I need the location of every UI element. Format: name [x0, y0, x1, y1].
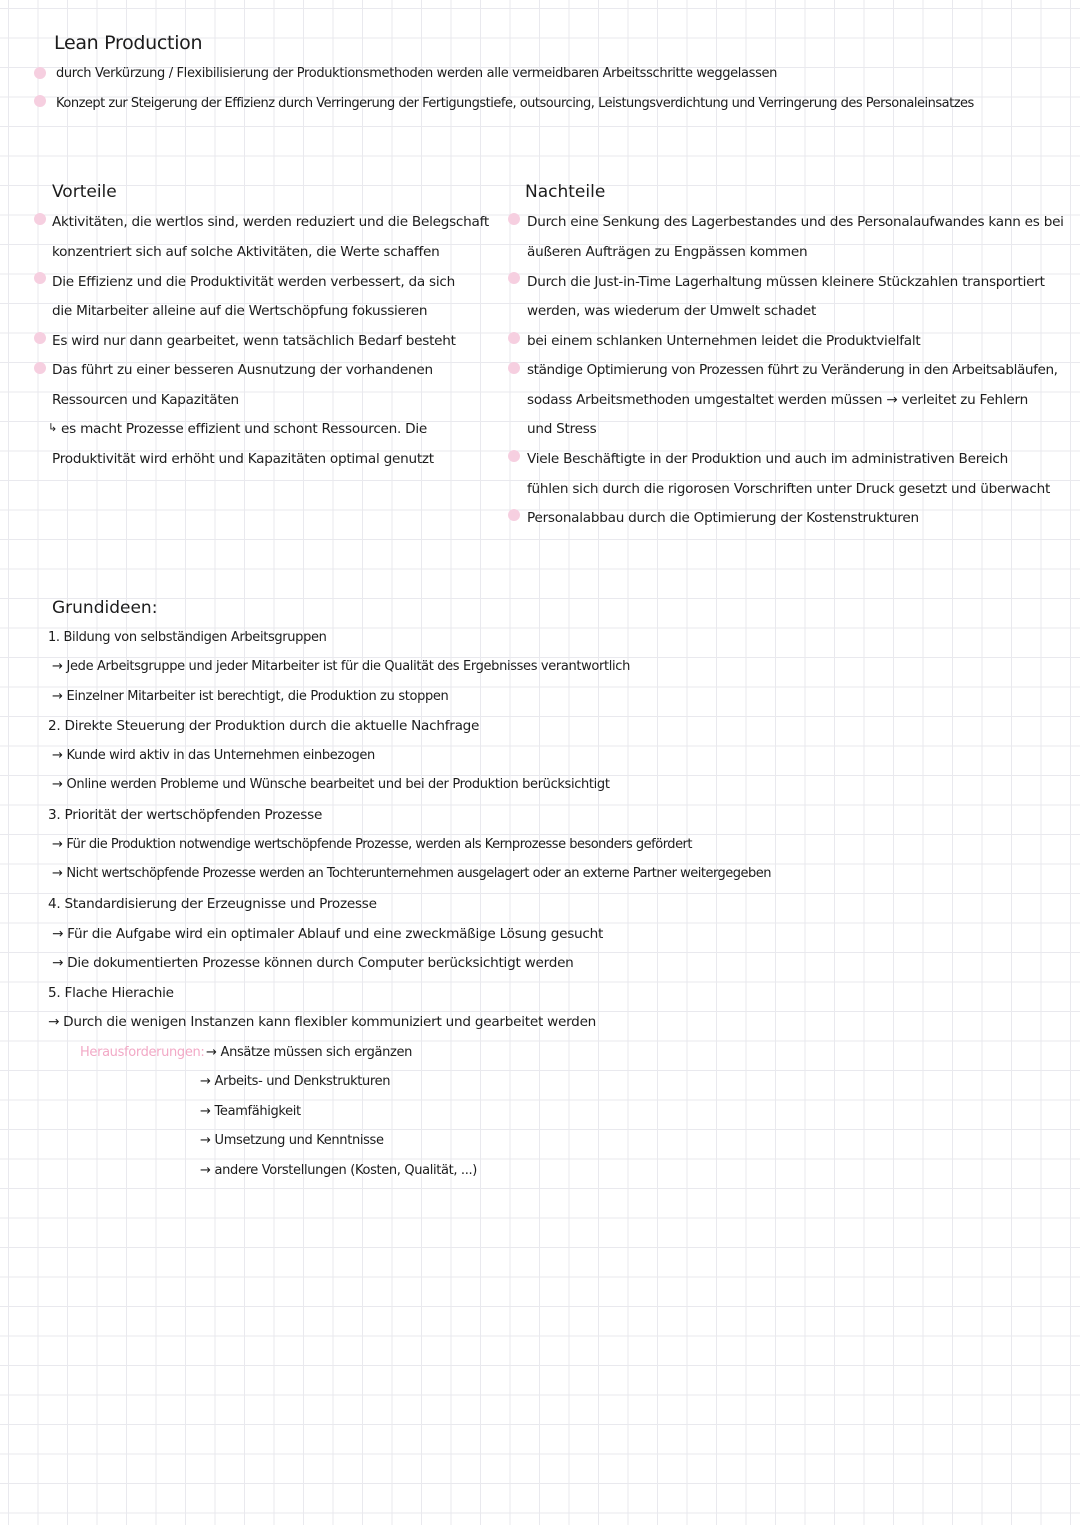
grundidee-subitem: → Für die Aufgabe wird ein optimaler Ablauf und eine zweckmäßige Lösung gesucht [52, 926, 604, 942]
vorteile-line: Produktivität wird erhöht und Kapazitäten optimal genutzt [52, 451, 434, 467]
nachteile-line: Personalabbau durch die Optimierung der Kostenstrukturen [527, 510, 919, 526]
arrow-icon: → [200, 1074, 211, 1089]
vorteile-line: Ressourcen und Kapazitäten [52, 392, 239, 408]
vorteile-line: ↳ es macht Prozesse effizient und schont Ressourcen. Die [48, 421, 428, 437]
bullet-dot [34, 362, 46, 374]
vorteile-line: konzentriert sich auf solche Aktivitäten, die Werte schaffen [52, 244, 440, 260]
intro-line-2: Konzept zur Steigerung der Effizienz durch Verringerung der Fertigungstiefe, outsourcing, Leistungsverdichtung und Verringerung des Personaleinsatzes [56, 96, 974, 111]
nachteile-line: und Stress [527, 421, 597, 437]
grundidee-subitem: → Online werden Probleme und Wünsche bearbeitet und bei der Produktion berücksichtigt [52, 777, 610, 792]
arrow-icon: → [52, 659, 63, 674]
herausforderungen-label: Herausforderungen: [80, 1045, 205, 1060]
nachteile-line: werden, was wiederum der Umwelt schadet [527, 303, 817, 319]
grundidee-subitem: → Kunde wird aktiv in das Unternehmen einbezogen [52, 748, 375, 763]
grundideen-heading: Grundideen: [52, 598, 158, 618]
grundidee-subitem: → Für die Produktion notwendige wertschöpfende Prozesse, werden als Kernprozesse besonders gefördert [52, 837, 693, 852]
hook-arrow-icon: ↳ [48, 421, 57, 434]
herausforderung-item: → Teamfähigkeit [200, 1104, 301, 1119]
page-title: Lean Production [54, 32, 203, 54]
arrow-icon: → [200, 1133, 211, 1148]
arrow-icon: → [52, 689, 63, 704]
nachteile-heading: Nachteile [525, 182, 606, 202]
grundidee-item: 1. Bildung von selbständigen Arbeitsgruppen [48, 630, 327, 645]
bullet-dot [34, 67, 46, 79]
bullet-dot [508, 362, 520, 374]
vorteile-line: die Mitarbeiter alleine auf die Wertschöpfung fokussieren [52, 303, 428, 319]
bullet-dot [34, 332, 46, 344]
grundidee-item: 2. Direkte Steuerung der Produktion durch die aktuelle Nachfrage [48, 718, 480, 734]
grundidee-subitem: → Einzelner Mitarbeiter ist berechtigt, die Produktion zu stoppen [52, 689, 449, 704]
grundidee-item: 3. Priorität der wertschöpfenden Prozesse [48, 807, 323, 823]
nachteile-line: Durch eine Senkung des Lagerbestandes und des Personalaufwandes kann es bei [527, 214, 1064, 230]
vorteile-line: Die Effizienz und die Produktivität werden verbessert, da sich [52, 274, 455, 290]
grundidee-subitem: → Durch die wenigen Instanzen kann flexibler kommuniziert und gearbeitet werden [48, 1014, 597, 1030]
arrow-icon: → [52, 955, 64, 971]
herausforderung-item: → andere Vorstellungen (Kosten, Qualität, ...) [200, 1163, 477, 1178]
arrow-icon: → [52, 777, 63, 792]
herausforderung-item: → Arbeits- und Denkstrukturen [200, 1074, 391, 1089]
grundidee-item: 4. Standardisierung der Erzeugnisse und Prozesse [48, 896, 377, 912]
arrow-icon: → [52, 748, 63, 763]
grundidee-subitem: → Die dokumentierten Prozesse können durch Computer berücksichtigt werden [52, 955, 574, 971]
intro-line-1: durch Verkürzung / Flexibilisierung der Produktionsmethoden werden alle vermeidbaren Arbeitsschritte weggelassen [56, 66, 778, 81]
nachteile-line: Durch die Just-in-Time Lagerhaltung müssen kleinere Stückzahlen transportiert [527, 274, 1045, 290]
nachteile-line: fühlen sich durch die rigorosen Vorschriften unter Druck gesetzt und überwacht [527, 481, 1051, 497]
nachteile-line: äußeren Aufträgen zu Engpässen kommen [527, 244, 808, 260]
vorteile-line: Aktivitäten, die wertlos sind, werden reduziert und die Belegschaft [52, 214, 489, 230]
bullet-dot [508, 450, 520, 462]
grundidee-item: 5. Flache Hierachie [48, 985, 174, 1001]
arrow-icon: → [200, 1104, 211, 1119]
vorteile-line: Das führt zu einer besseren Ausnutzung der vorhandenen [52, 362, 433, 378]
vorteile-heading: Vorteile [52, 182, 117, 202]
vorteile-line: Es wird nur dann gearbeitet, wenn tatsächlich Bedarf besteht [52, 333, 456, 349]
grundidee-subitem: → Nicht wertschöpfende Prozesse werden an Tochterunternehmen ausgelagert oder an externe Partner weitergegeben [52, 866, 772, 881]
grundidee-subitem: → Jede Arbeitsgruppe und jeder Mitarbeiter ist für die Qualität des Ergebnisses verantwortlich [52, 659, 630, 674]
herausforderung-item: → Ansätze müssen sich ergänzen [206, 1045, 413, 1060]
nachteile-line: sodass Arbeitsmethoden umgestaltet werden müssen → verleitet zu Fehlern [527, 392, 1028, 408]
nachteile-line: ständige Optimierung von Prozessen führt zu Veränderung in den Arbeitsabläufen, [527, 362, 1058, 378]
bullet-dot [34, 95, 46, 107]
herausforderung-item: → Umsetzung und Kenntnisse [200, 1133, 384, 1148]
arrow-icon: → [52, 926, 64, 942]
arrow-icon: → [200, 1163, 211, 1178]
arrow-icon: → [48, 1014, 60, 1030]
bullet-dot [34, 272, 46, 284]
bullet-dot [508, 509, 520, 521]
bullet-dot [508, 332, 520, 344]
bullet-dot [508, 272, 520, 284]
nachteile-line: Viele Beschäftigte in der Produktion und auch im administrativen Bereich [527, 451, 1008, 467]
arrow-icon: → [206, 1045, 217, 1060]
arrow-icon: → [52, 866, 63, 881]
nachteile-line: bei einem schlanken Unternehmen leidet die Produktvielfalt [527, 333, 921, 349]
bullet-dot [34, 213, 46, 225]
arrow-icon: → [52, 837, 63, 852]
bullet-dot [508, 213, 520, 225]
